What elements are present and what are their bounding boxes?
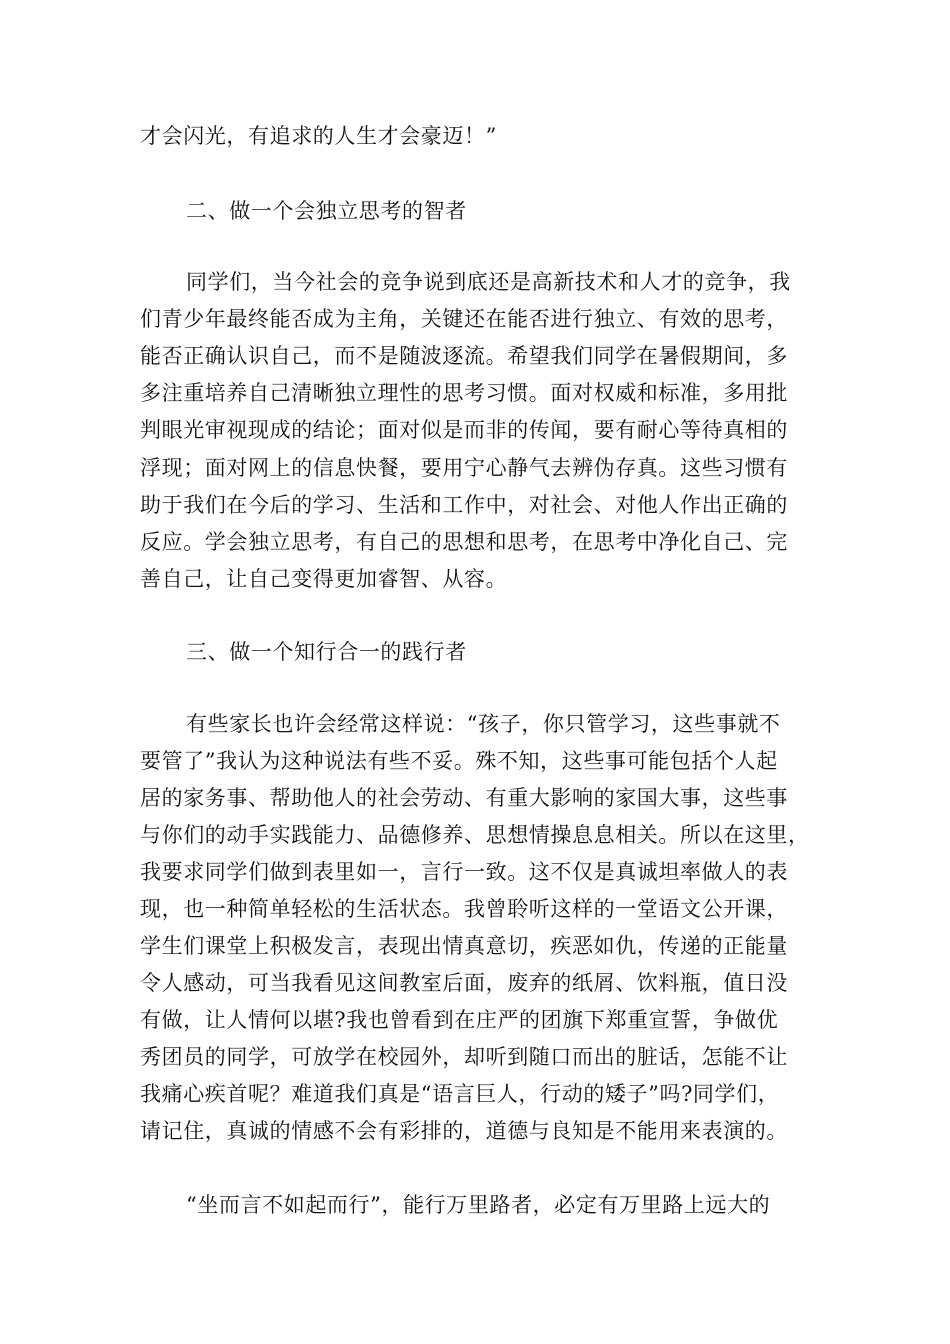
paragraph-line: 能否正确认识自己，而不是随波逐流。希望我们同学在暑假期间，多 <box>140 344 788 368</box>
paragraph-line: 同学们，当今社会的竞争说到底还是高新技术和人才的竞争，我 <box>186 270 791 294</box>
paragraph-line: 才会闪光，有追求的人生才会豪迈！” <box>140 124 497 148</box>
paragraph-line: 要管了”我认为这种说法有些不妥。殊不知，这些事可能包括个人起 <box>140 749 778 773</box>
paragraph-line: 学生们课堂上积极发言，表现出情真意切，疾恶如仇，传递的正能量 <box>140 934 788 958</box>
paragraph-line: 判眼光审视现成的结论；面对似是而非的传闻，要有耐心等待真相的 <box>140 418 788 442</box>
paragraph-line: 秀团员的同学，可放学在校园外，却听到随口而出的脏话，怎能不让 <box>140 1045 788 1069</box>
paragraph-line: 们青少年最终能否成为主角，关键还在能否进行独立、有效的思考， <box>140 307 788 331</box>
paragraph-line: 多注重培养自己清晰独立理性的思考习惯。面对权威和标准，多用批 <box>140 381 788 405</box>
paragraph-line: 现，也一种简单轻松的生活状态。我曾聆听这样的一堂语文公开课， <box>140 897 788 921</box>
paragraph-line: 助于我们在今后的学习、生活和工作中，对社会、对他人作出正确的 <box>140 493 788 517</box>
paragraph-line: 善自己，让自己变得更加睿智、从容。 <box>140 567 508 591</box>
paragraph-line: 与你们的动手实践能力、品德修养、思想情操息息相关。所以在这里， <box>140 823 810 847</box>
paragraph-line: 浮现；面对网上的信息快餐，要用宁心静气去辨伪存真。这些习惯有 <box>140 456 788 480</box>
section-heading-3: 三、做一个知行合一的践行者 <box>186 640 467 664</box>
paragraph-line: 有做，让人情何以堪?我也曾看到在庄严的团旗下郑重宣誓，争做优 <box>140 1008 779 1032</box>
section-heading-2: 二、做一个会独立思考的智者 <box>186 199 467 223</box>
paragraph-line: 我要求同学们做到表里如一，言行一致。这不仅是真诚坦率做人的表 <box>140 860 788 884</box>
paragraph-line: 令人感动，可当我看见这间教室后面，废弃的纸屑、饮料瓶，值日没 <box>140 971 788 995</box>
paragraph-line: 我痛心疾首呢？难道我们真是“语言巨人，行动的矮子”吗?同学们， <box>140 1082 780 1106</box>
paragraph-line: 反应。学会独立思考，有自己的思想和思考，在思考中净化自己、完 <box>140 530 788 554</box>
paragraph-line: “坐而言不如起而行”，能行万里路者，必定有万里路上远大的 <box>186 1193 771 1217</box>
paragraph-line: 有些家长也许会经常这样说：“孩子，你只管学习，这些事就不 <box>186 712 781 736</box>
paragraph-line: 请记住，真诚的情感不会有彩排的，道德与良知是不能用来表演的。 <box>140 1119 788 1143</box>
paragraph-line: 居的家务事、帮助他人的社会劳动、有重大影响的家国大事，这些事 <box>140 786 788 810</box>
